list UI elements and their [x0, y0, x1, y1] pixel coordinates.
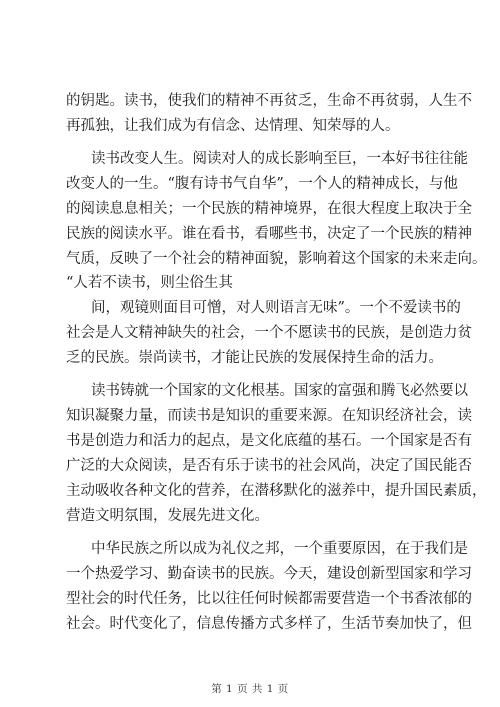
- text-line: 气质，反映了一个社会的精神面貌，影响着这个国家的未来走向。: [66, 251, 487, 267]
- text-line: 广泛的大众阅读，是否有乐于读书的社会风尚，决定了国民能否: [66, 458, 472, 474]
- paragraph-first-line: 读书改变人生。阅读对人的成长影响至巨，一本好书往往能: [91, 151, 468, 167]
- text-line: 型社会的时代任务，比以往任何时候都需要营造一个书香浓郁的: [66, 591, 472, 607]
- text-line: 乏的民族。崇尚读书，才能让民族的发展保持生命的活力。: [66, 350, 443, 366]
- text-line: 社会是人文精神缺失的社会，一个不愿读书的民族，是创造力贫: [66, 325, 472, 341]
- text-line: “人若不读书，则尘俗生其: [66, 275, 233, 291]
- text-line: 营造文明氛围，发展先进文化。: [66, 508, 269, 524]
- paragraph-first-line: 间，观镜则面目可憎，对人则语言无味”。一个不爱读书的: [91, 300, 461, 316]
- text-line: 的钥匙。读书，使我们的精神不再贫乏，生命不再贫弱，人生不: [66, 93, 472, 109]
- paragraph-first-line: 中华民族之所以成为礼仪之邦，一个重要原因，在于我们是: [91, 541, 468, 557]
- text-line: 书是创造力和活力的起点，是文化底蕴的基石。一个国家是否有: [66, 433, 472, 449]
- text-line: 一个热爱学习、勤奋读书的民族。今天，建设创新型国家和学习: [66, 566, 472, 582]
- paragraph-first-line: 读书铸就一个国家的文化根基。国家的富强和腾飞必然要以: [91, 383, 468, 399]
- text-line: 改变人的一生。“腹有诗书气自华”，一个人的精神成长，与他: [66, 176, 458, 192]
- text-line: 的阅读息息相关；一个民族的精神境界，在很大程度上取决于全: [66, 201, 472, 217]
- page-number-footer: 第 1 页 共 1 页: [211, 683, 289, 695]
- text-line: 主动吸收各种文化的营养，在潜移默化的滋养中，提升国民素质，: [66, 483, 487, 499]
- text-line: 社会。时代变化了，信息传播方式多样了，生活节奏加快了，但: [66, 616, 472, 632]
- text-line: 民族的阅读水平。谁在看书，看哪些书，决定了一个民族的精神: [66, 226, 472, 242]
- text-line: 知识凝聚力量，而读书是知识的重要来源。在知识经济社会，读: [66, 408, 472, 424]
- text-line: 再孤独，让我们成为有信念、达情理、知荣辱的人。: [66, 118, 400, 134]
